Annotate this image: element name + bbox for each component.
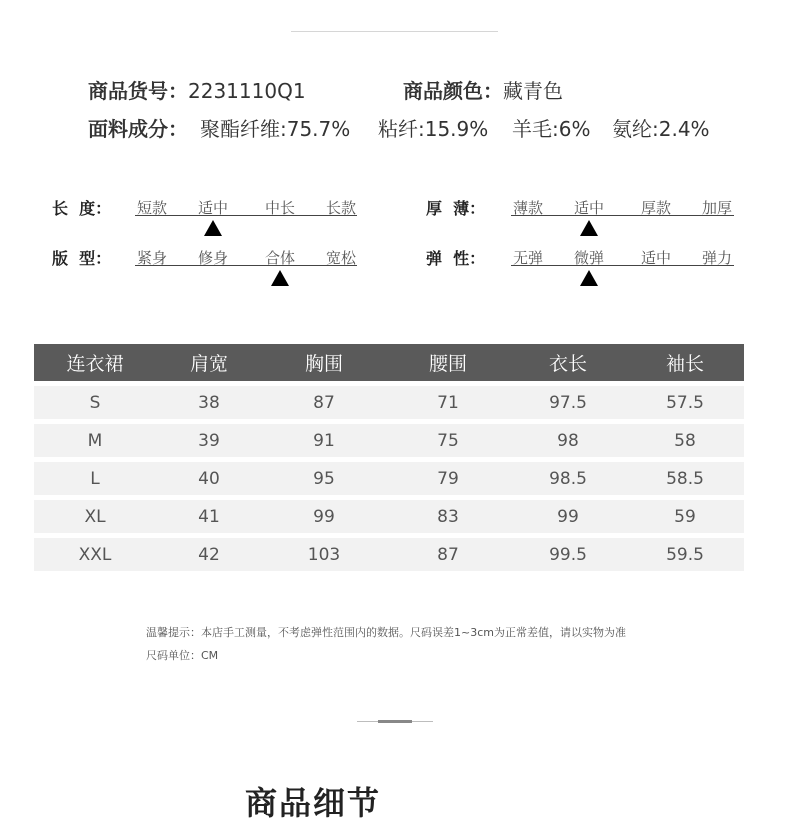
table-cell: 41	[156, 500, 262, 533]
attribute-option: 无弹	[512, 249, 544, 267]
color-label: 商品颜色：	[403, 79, 503, 103]
measurement-tip: 温馨提示：本店手工测量，不考虑弹性范围内的数据。尺码误差1~3cm为正常差值，请以实物为准	[146, 626, 626, 639]
attribute-option: 修身	[197, 249, 229, 267]
column-header: 胸围	[262, 344, 386, 381]
table-cell: 39	[156, 424, 262, 457]
attribute-scale-line	[511, 265, 734, 266]
attribute-scale-line	[135, 215, 357, 216]
selected-marker-icon	[580, 270, 598, 286]
attribute-label-fit: 版 型：	[52, 249, 112, 268]
table-cell: 79	[386, 462, 510, 495]
table-row	[34, 500, 744, 533]
table-cell: 98.5	[510, 462, 626, 495]
size-unit-note: 尺码单位：CM	[146, 649, 219, 662]
table-cell: 95	[262, 462, 386, 495]
attribute-option: 适中	[640, 249, 672, 267]
fabric-item: 粘纤:15.9%	[378, 117, 489, 141]
attribute-option: 适中	[573, 199, 605, 217]
section-title: 商品细节	[245, 784, 382, 822]
table-cell: 58.5	[626, 462, 744, 495]
table-cell: 83	[386, 500, 510, 533]
sku-label: 商品货号：	[88, 79, 188, 103]
table-cell: M	[34, 424, 156, 457]
attribute-label-thickness: 厚 薄：	[426, 199, 486, 218]
table-cell: 59	[626, 500, 744, 533]
attribute-scale-line	[511, 215, 734, 216]
attribute-scale-line	[135, 265, 357, 266]
size-table	[34, 339, 744, 576]
table-cell: 91	[262, 424, 386, 457]
table-cell: 42	[156, 538, 262, 571]
attribute-label-length: 长 度：	[52, 199, 112, 218]
table-cell: 103	[262, 538, 386, 571]
column-header: 衣长	[510, 344, 626, 381]
product-color-line	[403, 75, 563, 104]
attribute-option: 微弹	[573, 249, 605, 267]
table-row	[34, 386, 744, 419]
column-header: 连衣裙	[34, 344, 156, 381]
attribute-option: 薄款	[512, 199, 544, 217]
fabric-item: 羊毛:6%	[512, 117, 591, 141]
color-value: 藏青色	[503, 79, 563, 103]
table-cell: S	[34, 386, 156, 419]
section-divider-accent	[378, 720, 412, 723]
column-header: 腰围	[386, 344, 510, 381]
table-row	[34, 462, 744, 495]
table-cell: 97.5	[510, 386, 626, 419]
table-row	[34, 538, 744, 571]
table-cell: 87	[262, 386, 386, 419]
table-cell: XL	[34, 500, 156, 533]
sku-value: 2231110Q1	[188, 79, 306, 103]
table-cell: 40	[156, 462, 262, 495]
table-cell: 99	[510, 500, 626, 533]
table-cell: 99	[262, 500, 386, 533]
product-sku-line	[88, 75, 306, 104]
attribute-option: 短款	[136, 199, 168, 217]
table-cell: XXL	[34, 538, 156, 571]
attribute-option: 长款	[325, 199, 357, 217]
table-row	[34, 424, 744, 457]
attribute-option: 合体	[264, 249, 296, 267]
attribute-option: 紧身	[136, 249, 168, 267]
attribute-option: 弹力	[701, 249, 733, 267]
selected-marker-icon	[271, 270, 289, 286]
top-divider	[291, 31, 498, 32]
attribute-option: 适中	[197, 199, 229, 217]
selected-marker-icon	[580, 220, 598, 236]
attribute-option: 加厚	[701, 199, 733, 217]
fabric-item: 聚酯纤维:75.7%	[200, 117, 351, 141]
attribute-option: 厚款	[640, 199, 672, 217]
attribute-option: 宽松	[325, 249, 357, 267]
table-cell: 98	[510, 424, 626, 457]
table-cell: L	[34, 462, 156, 495]
attribute-option: 中长	[264, 199, 296, 217]
table-cell: 57.5	[626, 386, 744, 419]
table-cell: 38	[156, 386, 262, 419]
table-cell: 87	[386, 538, 510, 571]
column-header: 袖长	[626, 344, 744, 381]
selected-marker-icon	[204, 220, 222, 236]
fabric-item: 氨纶:2.4%	[612, 117, 710, 141]
table-cell: 71	[386, 386, 510, 419]
column-header: 肩宽	[156, 344, 262, 381]
table-cell: 59.5	[626, 538, 744, 571]
fabric-composition-line	[88, 113, 188, 142]
table-cell: 99.5	[510, 538, 626, 571]
table-cell: 75	[386, 424, 510, 457]
table-cell: 58	[626, 424, 744, 457]
fabric-label: 面料成分：	[88, 117, 188, 141]
table-header-row	[34, 344, 744, 381]
attribute-label-elasticity: 弹 性：	[426, 249, 486, 268]
